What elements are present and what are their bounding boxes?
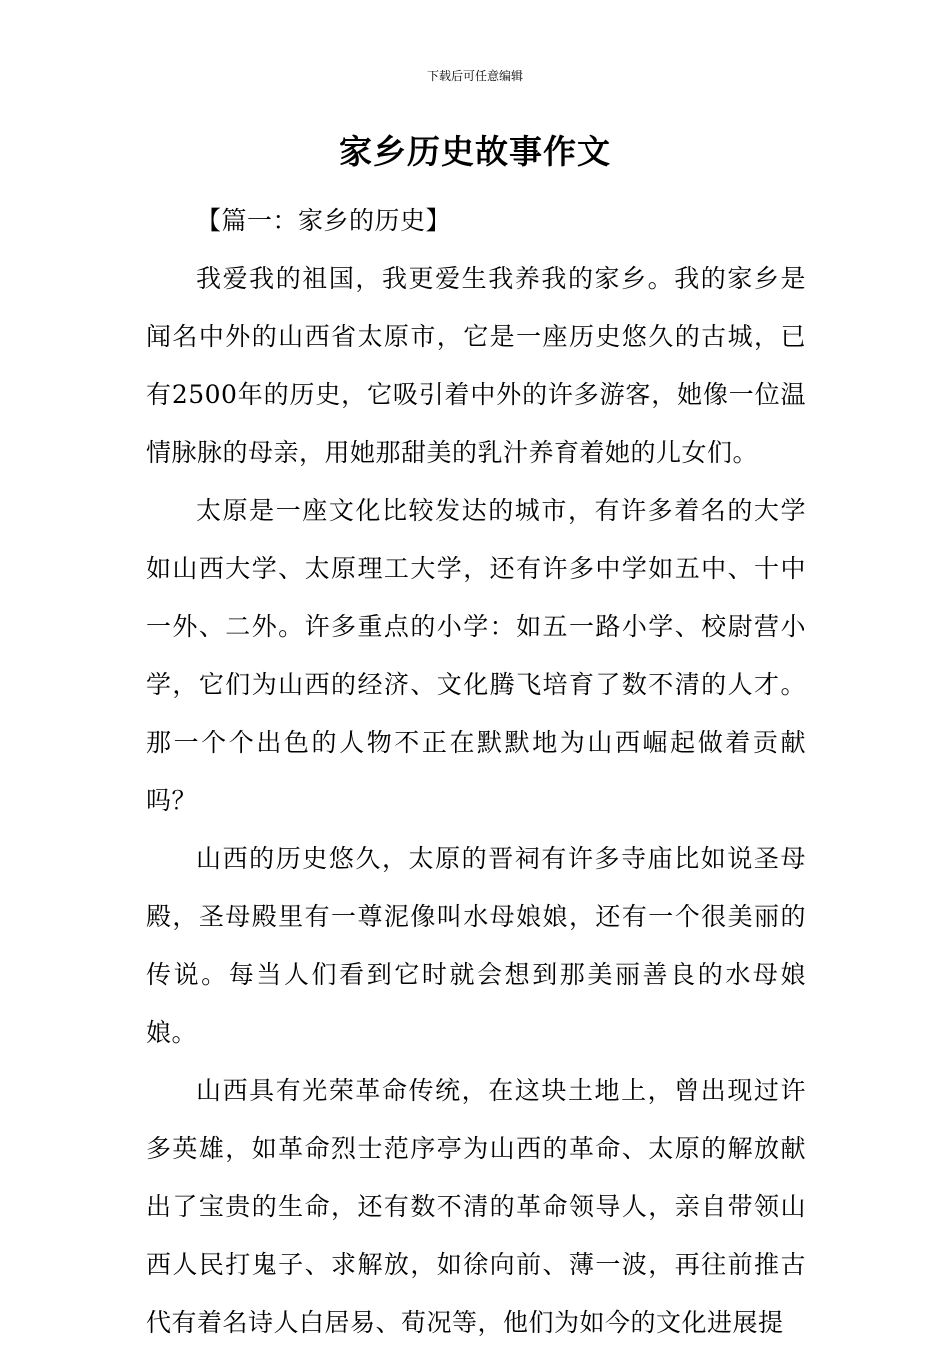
section-heading: 【篇一：家乡的历史】 bbox=[196, 206, 452, 235]
document-title: 家乡历史故事作文 bbox=[339, 132, 611, 171]
paragraph-4: 山西具有光荣革命传统，在这块土地上，曾出现过许多英雄，如革命烈士范序亭为山西的革命、太原的解放献出了宝贵的生命，还有数不清的革命领导人，亲自带领山西人民打鬼子、求解放，如徐向前、薄一波，再往前推古代有着名诗人白居易、荀况等，他们为如今的文化进展提 bbox=[146, 1076, 806, 1337]
document-body bbox=[146, 192, 806, 1352]
paragraph-1: 我爱我的祖国，我更爱生我养我的家乡。我的家乡是闻名中外的山西省太原市，它是一座历史悠久的古城，已有2500年的历史，它吸引着中外的许多游客，她像一位温情脉脉的母亲，用她那甜美的乳汁养育着她的儿女们。 bbox=[146, 264, 806, 467]
header-note: 下载后可任意编辑 bbox=[426, 69, 523, 83]
paragraph-2: 太原是一座文化比较发达的城市，有许多着名的大学如山西大学、太原理工大学，还有许多中学如五中、十中一外、二外。许多重点的小学：如五一路小学、校尉营小学，它们为山西的经济、文化腾飞培育了数不清的人才。那一个个出色的人物不正在默默地为山西崛起做着贡献吗？ bbox=[146, 496, 806, 815]
paragraph-3: 山西的历史悠久，太原的晋祠有许多寺庙比如说圣母殿，圣母殿里有一尊泥像叫水母娘娘，还有一个很美丽的传说。每当人们看到它时就会想到那美丽善良的水母娘娘。 bbox=[146, 844, 806, 1047]
